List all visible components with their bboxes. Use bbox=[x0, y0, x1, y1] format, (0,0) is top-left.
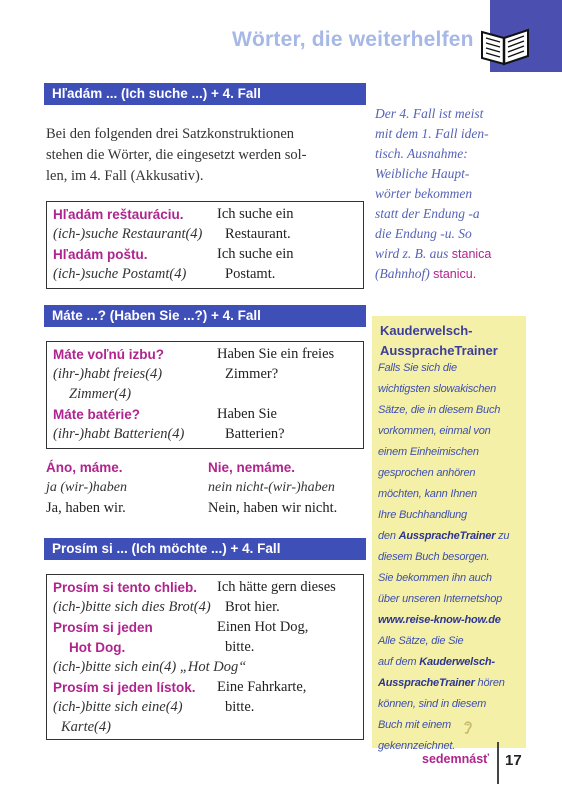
german-translation: bitte. bbox=[225, 639, 255, 655]
trainer-line: vorkommen, einmal von bbox=[378, 425, 491, 437]
trainer-line: gesprochen anhören bbox=[378, 467, 476, 479]
sidenote-text: wird z. B. aus bbox=[375, 246, 452, 261]
german-translation: Eine Fahrkarte, bbox=[217, 679, 307, 695]
slovak-yes: Áno, máme. bbox=[46, 460, 123, 475]
trainer-text: hören bbox=[474, 677, 505, 689]
book-icon bbox=[478, 22, 532, 66]
trainer-line: Sie bekommen ihn auch bbox=[378, 572, 492, 584]
literal-translation: (ihr-)habt Batterien(4) bbox=[53, 426, 185, 442]
literal-translation: Karte(4) bbox=[61, 719, 111, 735]
slovak-phrase: Máte voľnú izbu? bbox=[53, 347, 164, 362]
trainer-line: Ihre Buchhandlung bbox=[378, 509, 467, 521]
german-translation: Restaurant. bbox=[225, 226, 291, 242]
german-translation: Postamt. bbox=[225, 266, 276, 282]
trainer-line: Sätze, die in diesem Buch bbox=[378, 404, 501, 416]
trainer-line bbox=[378, 656, 495, 668]
intro-line: len, im 4. Fall (Akkusativ). bbox=[46, 168, 204, 184]
literal-no: nein nicht-(wir-)haben bbox=[208, 480, 335, 495]
german-translation: Batterien? bbox=[225, 426, 285, 442]
german-no: Nein, haben wir nicht. bbox=[208, 500, 338, 516]
sidenote-line: die Endung -u. So bbox=[375, 226, 472, 241]
german-translation: bitte. bbox=[225, 699, 255, 715]
trainer-text: den bbox=[378, 530, 399, 542]
trainer-product-name: AusspracheTrainer bbox=[398, 530, 496, 542]
page-header-title: Wörter, die weiterhelfen bbox=[232, 28, 474, 51]
trainer-line: wichtigsten slowakischen bbox=[378, 383, 497, 395]
trainer-line: können, sind in diesem bbox=[378, 698, 487, 710]
section-heading-mate: Máte ...? (Haben Sie ...?) + 4. Fall bbox=[44, 305, 366, 327]
literal-translation: (ich-)bitte sich eine(4) bbox=[53, 699, 183, 715]
sidenote-line: statt der Endung -a bbox=[375, 206, 480, 221]
section-heading-hladam: Hľadám ... (Ich suche ...) + 4. Fall bbox=[44, 83, 366, 105]
german-translation: Einen Hot Dog, bbox=[217, 619, 309, 635]
slovak-no: Nie, nemáme. bbox=[208, 460, 296, 475]
trainer-line bbox=[378, 614, 501, 626]
intro-paragraph bbox=[46, 124, 368, 187]
german-translation: Haben Sie bbox=[217, 406, 277, 422]
intro-line: stehen die Wörter, die eingesetzt werden sol- bbox=[46, 147, 307, 163]
sidenote-text: (Bahnhof) bbox=[375, 266, 434, 281]
footer-divider bbox=[497, 742, 499, 784]
page-number: 17 bbox=[505, 752, 522, 769]
trainer-line bbox=[378, 677, 505, 689]
literal-translation: (ihr-)habt freies(4) bbox=[53, 366, 163, 382]
trainer-title bbox=[380, 321, 498, 361]
german-yes: Ja, haben wir. bbox=[46, 500, 126, 516]
german-translation: Ich suche ein bbox=[217, 206, 294, 222]
slovak-phrase: Prosím si tento chlieb. bbox=[53, 580, 198, 595]
slovak-word: stanica bbox=[451, 247, 492, 261]
literal-translation: (ich-)bitte sich ein(4) „Hot Dog“ bbox=[53, 659, 247, 675]
intro-line: Bei den folgenden drei Satzkonstruktionen bbox=[46, 126, 295, 142]
example-box-mate bbox=[46, 341, 364, 449]
trainer-title-line: Kauderwelsch- bbox=[380, 323, 473, 338]
sidenote-line: wörter bekommen bbox=[375, 186, 473, 201]
sidenote-line bbox=[375, 264, 525, 284]
trainer-line bbox=[378, 530, 509, 542]
german-translation: Zimmer? bbox=[225, 366, 279, 382]
shop-url-link[interactable]: www.reise-know-how.de bbox=[378, 614, 501, 626]
example-box-hladam bbox=[46, 201, 364, 289]
sidenote-line: Weibliche Haupt- bbox=[375, 166, 470, 181]
trainer-line: Alle Sätze, die Sie bbox=[378, 635, 464, 647]
sidenote-line: Der 4. Fall ist meist bbox=[375, 106, 484, 121]
slovak-phrase: Prosím si jeden bbox=[53, 620, 153, 635]
trainer-line: Falls Sie sich die bbox=[378, 362, 457, 374]
sidenote-line bbox=[375, 244, 525, 264]
literal-translation: (ich-)suche Restaurant(4) bbox=[53, 226, 203, 242]
slovak-word: stanicu. bbox=[433, 267, 477, 281]
trainer-line: Buch mit einem bbox=[378, 719, 452, 731]
trainer-line: möchten, kann Ihnen bbox=[378, 488, 477, 500]
page-number-word: sedemnásť bbox=[422, 752, 490, 766]
ear-icon bbox=[462, 719, 474, 735]
german-translation: Ich suche ein bbox=[217, 246, 294, 262]
section-heading-prosim: Prosím si ... (Ich möchte ...) + 4. Fall bbox=[44, 538, 366, 560]
german-translation: Ich hätte gern dieses bbox=[217, 579, 336, 595]
trainer-line: diesem Buch besorgen. bbox=[378, 551, 490, 563]
trainer-line: über unseren Internetshop bbox=[378, 593, 503, 605]
trainer-text: auf dem bbox=[378, 656, 420, 668]
trainer-line: gekennzeichnet. bbox=[378, 740, 456, 752]
sidenote-line: tisch. Ausnahme: bbox=[375, 146, 468, 161]
sidenote-line: mit dem 1. Fall iden- bbox=[375, 126, 489, 141]
literal-translation: (ich-)bitte sich dies Brot(4) bbox=[53, 599, 211, 615]
slovak-phrase: Prosím si jeden lístok. bbox=[53, 680, 196, 695]
sidenote bbox=[375, 104, 525, 284]
slovak-phrase: Máte batérie? bbox=[53, 407, 141, 422]
trainer-text: zu bbox=[495, 530, 510, 542]
trainer-product-name: Kauderwelsch- bbox=[419, 656, 495, 668]
literal-translation: Zimmer(4) bbox=[69, 386, 132, 402]
slovak-phrase: Hot Dog. bbox=[69, 640, 126, 655]
german-translation: Brot hier. bbox=[225, 599, 280, 615]
literal-translation: (ich-)suche Postamt(4) bbox=[53, 266, 187, 282]
slovak-phrase: Hľadám reštauráciu. bbox=[53, 207, 184, 222]
german-translation: Haben Sie ein freies bbox=[217, 346, 335, 362]
trainer-line: einem Einheimischen bbox=[378, 446, 479, 458]
trainer-product-name: AusspracheTrainer bbox=[378, 677, 475, 689]
slovak-phrase: Hľadám poštu. bbox=[53, 247, 148, 262]
example-box-prosim bbox=[46, 574, 364, 740]
literal-yes: ja (wir-)haben bbox=[46, 480, 127, 495]
trainer-title-line: AusspracheTrainer bbox=[380, 343, 498, 358]
